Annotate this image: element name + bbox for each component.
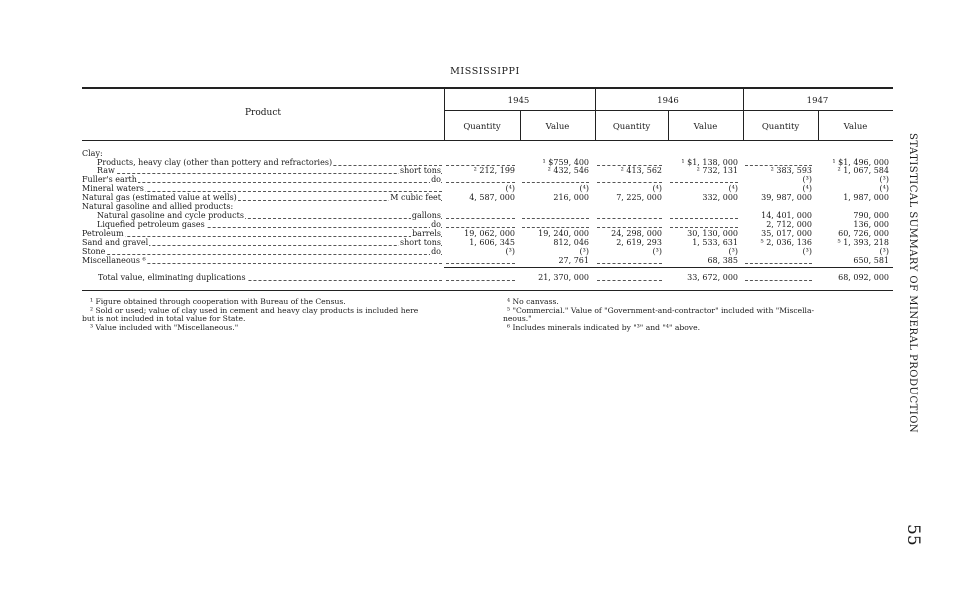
empty-cell-leader: [597, 280, 662, 281]
empty-cell-leader: [597, 227, 662, 228]
empty-cell-leader: [745, 280, 812, 281]
table-cell: 14, 401, 000: [761, 211, 812, 220]
quantity-column-header: Quantity: [761, 122, 800, 132]
empty-cell-leader: [522, 182, 589, 183]
table-cell: 35, 017, 000: [761, 229, 812, 238]
table-cell: 60, 726, 000: [838, 229, 889, 238]
table-row-label: [82, 202, 442, 211]
table-cell: (³): [652, 247, 662, 256]
table-cell: (³): [879, 175, 889, 184]
table-cell: 19, 062, 000: [464, 229, 515, 238]
row-label-text: Natural gas (estimated value at wells): [82, 193, 237, 202]
table-row-label: [82, 175, 442, 184]
table-cell: 19, 240, 000: [538, 229, 589, 238]
footnote-left-line: ¹ Figure obtained through cooperation with Bureau of the Census.: [90, 297, 346, 306]
empty-cell-leader: [522, 218, 589, 219]
table-row-label: [97, 158, 442, 167]
table-cell: ² 383, 593: [770, 166, 812, 175]
table-cell: (⁴): [579, 184, 589, 193]
table-cell: 30, 130, 000: [687, 229, 738, 238]
row-unit: short tons: [400, 238, 441, 247]
table-cell: 136, 000: [853, 220, 889, 229]
header-column-divider: [595, 87, 596, 140]
table-cell: ² 432, 546: [547, 166, 589, 175]
table-row-label: [82, 256, 442, 265]
row-leader-dots: [82, 236, 442, 237]
table-cell: (⁴): [802, 184, 812, 193]
row-label-text: Natural gasoline and allied products:: [82, 202, 234, 211]
table-cell: ² 212, 199: [473, 166, 515, 175]
table-cell: 650, 581: [853, 256, 889, 265]
table-cell: (³): [505, 247, 515, 256]
table-cell: ⁵ 2, 036, 136: [760, 238, 812, 247]
total-separator-rule: [444, 267, 893, 268]
table-cell: 24, 298, 000: [611, 229, 662, 238]
table-row-label: [97, 220, 442, 229]
empty-cell-leader: [446, 218, 515, 219]
header-column-divider: [743, 87, 744, 140]
quantity-column-header: Quantity: [612, 122, 651, 132]
row-leader-dots: [82, 254, 442, 255]
year-header-1947: 1947: [806, 96, 829, 106]
row-unit: M cubic feet: [390, 193, 441, 202]
table-cell: ¹ $1, 138, 000: [681, 157, 738, 167]
empty-cell-leader: [446, 227, 515, 228]
table-cell: (⁴): [505, 184, 515, 193]
footnote-left-line: ³ Value included with "Miscellaneous.": [90, 322, 239, 332]
row-unit: short tons: [400, 166, 441, 175]
table-cell: 68, 385: [707, 256, 738, 265]
year-header-1946: 1946: [657, 96, 679, 106]
row-label-text: Clay:: [82, 149, 103, 158]
table-cell: ⁵ 1, 393, 218: [837, 238, 889, 247]
table-cell: ² 413, 562: [620, 166, 662, 175]
table-bottom-rule: [82, 290, 893, 291]
table-cell: 332, 000: [702, 193, 738, 202]
footnote-right-line: ⁵ "Commercial." Value of "Government-and-contractor" included with "Miscella-: [507, 305, 815, 315]
table-cell: 7, 225, 000: [616, 193, 662, 202]
table-cell: (⁴): [879, 184, 889, 193]
empty-cell-leader: [446, 182, 515, 183]
table-row-label: [97, 166, 442, 175]
row-label-text: Stone: [82, 247, 106, 256]
table-cell: ¹ $759, 400: [542, 157, 589, 167]
row-label-text: Products, heavy clay (other than pottery and refractories): [97, 157, 333, 167]
row-label-text: Fuller's earth: [82, 175, 137, 184]
empty-cell-leader: [670, 218, 738, 219]
empty-cell-leader: [745, 263, 812, 264]
row-label-text: Miscellaneous ⁶: [82, 256, 146, 265]
table-cell: ¹ $1, 496, 000: [832, 157, 889, 167]
table-cell: 4, 587, 000: [469, 193, 515, 202]
empty-cell-leader: [597, 182, 662, 183]
empty-cell-leader: [446, 263, 515, 264]
table-cell: 2, 619, 293: [616, 238, 662, 247]
empty-cell-leader: [597, 263, 662, 264]
table-cell: ² 1, 067, 584: [837, 166, 889, 175]
row-unit: do: [431, 175, 441, 184]
header-column-divider: [444, 87, 445, 140]
header-bottom-rule: [82, 140, 893, 141]
table-cell: 39, 987, 000: [761, 193, 812, 202]
total-label-text: Total value, eliminating duplications: [98, 273, 246, 282]
footnote-left-line: but is not included in total value for State.: [82, 314, 246, 323]
table-row-label: [82, 229, 442, 238]
table-row-label: [82, 184, 442, 193]
table-cell: (³): [728, 247, 738, 256]
table-cell: 1, 987, 000: [843, 193, 889, 202]
table-cell: 812, 046: [553, 238, 589, 247]
empty-cell-leader: [446, 280, 515, 281]
footnote-left-line: ² Sold or used; value of clay used in cement and heavy clay products is included here: [90, 305, 419, 315]
product-column-header: Product: [245, 108, 281, 118]
value-column-header: Value: [843, 122, 868, 132]
row-unit: do: [431, 220, 441, 229]
empty-cell-leader: [670, 182, 738, 183]
table-row-label: [82, 193, 442, 202]
page-number: 55: [903, 524, 923, 546]
table-cell: (³): [879, 247, 889, 256]
footnote-right-line: ⁶ Includes minerals indicated by "³" and "⁴" above.: [507, 322, 701, 332]
table-cell: (⁴): [728, 184, 738, 193]
value-column-header: Value: [693, 122, 718, 132]
table-cell: ² 732, 131: [696, 166, 738, 175]
table-cell: (³): [802, 175, 812, 184]
empty-cell-leader: [670, 227, 738, 228]
row-unit: do: [431, 247, 441, 256]
row-label-text: Liquefied petroleum gases: [97, 220, 205, 229]
row-label-text: Raw: [97, 166, 115, 175]
table-cell: 790, 000: [853, 211, 889, 220]
state-title: MISSISSIPPI: [450, 66, 520, 77]
footnote-right-line: neous.": [503, 314, 532, 323]
total-value-cell: 68, 092, 000: [838, 273, 889, 282]
row-unit: gallons: [411, 211, 441, 220]
value-column-header: Value: [545, 122, 570, 132]
table-row-label: [97, 211, 442, 220]
running-head: STATISTICAL SUMMARY OF MINERAL PRODUCTION: [907, 133, 918, 434]
table-cell: 2, 712, 000: [766, 220, 812, 229]
row-leader-dots: [97, 173, 442, 174]
row-label-text: Sand and gravel: [82, 238, 149, 247]
table-top-rule: [82, 87, 893, 89]
quantity-column-header: Quantity: [463, 122, 501, 132]
table-row-label: [82, 247, 442, 256]
total-value-cell: 21, 370, 000: [538, 273, 589, 282]
table-cell: 1, 533, 631: [692, 238, 738, 247]
row-label-text: Natural gasoline and cycle products: [97, 211, 244, 220]
table-cell: (³): [579, 247, 589, 256]
total-value-cell: 33, 672, 000: [687, 273, 738, 282]
table-cell: (⁴): [652, 184, 662, 193]
empty-cell-leader: [597, 218, 662, 219]
row-label-text: Petroleum: [82, 229, 124, 238]
table-cell: 1, 606, 345: [469, 238, 515, 247]
table-cell: (³): [802, 247, 812, 256]
table-row-label: [82, 238, 442, 247]
empty-cell-leader: [522, 227, 589, 228]
table-cell: 27, 761: [558, 256, 589, 265]
total-label: [98, 273, 442, 282]
year-header-1945: 1945: [507, 96, 530, 106]
footnote-right-line: ⁴ No canvass.: [507, 297, 559, 306]
table-cell: 216, 000: [553, 193, 589, 202]
row-label-text: Mineral waters: [82, 184, 144, 193]
row-unit: barrels: [412, 229, 441, 238]
